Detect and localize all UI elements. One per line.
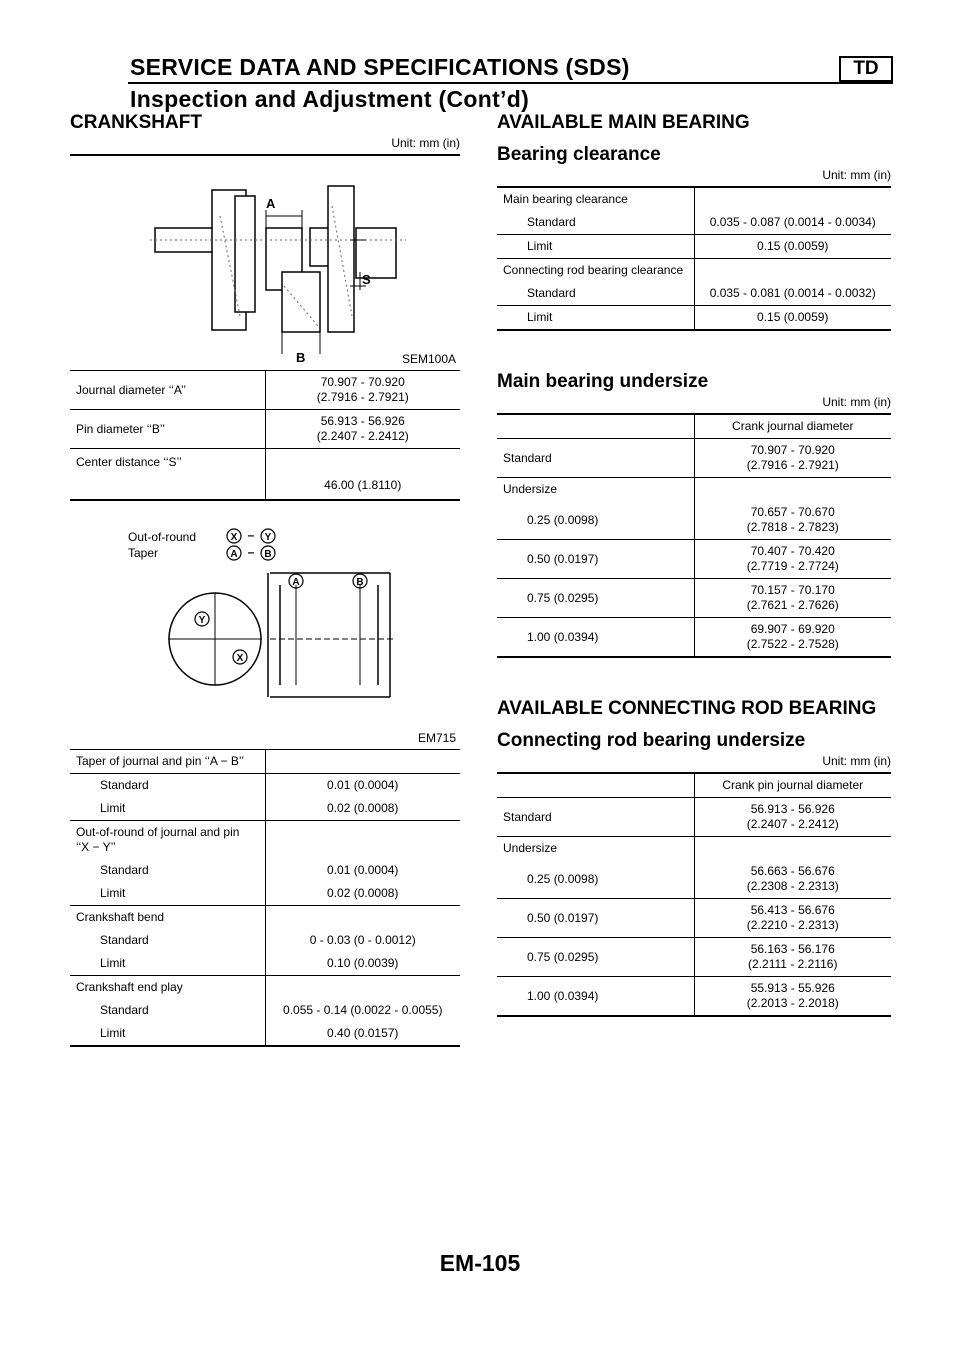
figure-caption-em715: EM715 — [417, 731, 456, 745]
bearing-section — [497, 112, 891, 1017]
row-value: 0.035 - 0.087 (0.0014 - 0.0034) — [694, 211, 891, 235]
row-label: Standard — [100, 863, 149, 877]
value-imperial: (2.7916 - 2.7921) — [746, 458, 839, 472]
table-row — [497, 618, 891, 658]
row-value: 0.10 (0.0039) — [265, 952, 460, 976]
journal-b: B — [356, 577, 364, 588]
row-value: 46.00 (1.8110) — [265, 449, 460, 501]
symbol-a: A — [230, 549, 238, 560]
value-metric: 56.913 - 56.926 — [320, 414, 405, 428]
main-bearing-undersize-unit: Unit: mm (in) — [822, 395, 891, 409]
value-imperial: (2.2308 - 2.2313) — [746, 879, 839, 893]
group-label: Undersize — [497, 478, 694, 502]
rod-bearing-undersize-heading: Connecting rod bearing undersize — [497, 730, 806, 751]
row-label: 0.25 (0.0098) — [527, 512, 599, 527]
value-metric: 56.163 - 56.176 — [750, 942, 835, 956]
symbol-y: Y — [264, 532, 272, 543]
row-label: 0.25 (0.0098) — [527, 871, 599, 886]
out-of-round-figure — [70, 501, 460, 749]
row-label: Standard — [527, 215, 576, 229]
row-value: 0.01 (0.0004) — [265, 859, 460, 882]
table-header-row — [497, 774, 891, 798]
crankshaft-dimensions-table — [70, 370, 460, 501]
group-label: Crankshaft bend — [70, 906, 265, 930]
column-header: Crank journal diameter — [694, 415, 891, 439]
value-imperial: (2.2013 - 2.2018) — [746, 996, 839, 1010]
figure-caption-sem100a: SEM100A — [401, 352, 456, 366]
table-row — [497, 798, 891, 837]
table-row — [70, 410, 460, 449]
table-row — [70, 859, 460, 882]
minus-2: – — [247, 545, 255, 559]
row-value — [694, 798, 891, 837]
journal-measurement-drawing — [70, 501, 460, 749]
row-value: 0 - 0.03 (0 - 0.0012) — [265, 929, 460, 952]
table-row — [497, 235, 891, 259]
table-row — [70, 952, 460, 976]
row-value: 0.035 - 0.081 (0.0014 - 0.0032) — [694, 282, 891, 306]
value-imperial: (2.7719 - 2.7724) — [746, 559, 839, 573]
rod-bearing-undersize-table — [497, 774, 891, 1017]
row-label: 0.75 (0.0295) — [497, 938, 694, 977]
row-value: 0.01 (0.0004) — [265, 774, 460, 798]
row-label: Standard — [100, 933, 149, 947]
value-metric: 56.913 - 56.926 — [750, 802, 835, 816]
table-row — [497, 501, 891, 540]
value-metric: 70.907 - 70.920 — [320, 375, 405, 389]
empty-cell — [265, 976, 460, 1000]
table-row — [497, 211, 891, 235]
crankshaft-tolerance-table — [70, 749, 460, 1047]
value-metric: 70.407 - 70.420 — [750, 544, 835, 558]
table-row — [70, 999, 460, 1022]
row-label: Center distance ‘‘S’’ — [70, 449, 265, 501]
value-metric: 70.907 - 70.920 — [750, 443, 835, 457]
value-metric: 70.657 - 70.670 — [750, 505, 835, 519]
row-label: 0.75 (0.0295) — [497, 579, 694, 618]
rod-bearing-heading: AVAILABLE CONNECTING ROD BEARING — [497, 698, 877, 719]
table-row — [70, 797, 460, 821]
value-imperial: (2.7916 - 2.7921) — [316, 390, 409, 404]
bearing-clearance-unit: Unit: mm (in) — [822, 168, 891, 182]
row-label: Standard — [497, 439, 694, 478]
row-value — [694, 618, 891, 658]
table-row — [497, 579, 891, 618]
row-value — [694, 439, 891, 478]
row-value: 0.055 - 0.14 (0.0022 - 0.0055) — [265, 999, 460, 1022]
minus-1: – — [247, 528, 255, 542]
bearing-clearance-table — [497, 188, 891, 331]
table-row — [497, 860, 891, 899]
row-label: Standard — [527, 286, 576, 300]
empty-cell — [265, 750, 460, 774]
row-label: 1.00 (0.0394) — [497, 977, 694, 1017]
value-imperial: (2.2111 - 2.2116) — [748, 957, 838, 971]
group-label: Undersize — [497, 837, 694, 861]
row-label: 0.50 (0.0197) — [497, 540, 694, 579]
table-row — [70, 821, 460, 860]
crankshaft-figure — [70, 156, 460, 370]
row-value — [694, 540, 891, 579]
crankshaft-heading: CRANKSHAFT — [70, 112, 202, 133]
table-row — [70, 750, 460, 774]
row-value: 0.02 (0.0008) — [265, 882, 460, 906]
row-label: Limit — [100, 956, 126, 970]
table-row — [70, 906, 460, 930]
empty-cell — [694, 188, 891, 211]
table-row — [497, 837, 891, 861]
crankshaft-drawing — [70, 156, 460, 370]
group-label: Main bearing clearance — [503, 192, 628, 206]
row-value: 0.02 (0.0008) — [265, 797, 460, 821]
table-row — [497, 938, 891, 977]
row-value — [694, 938, 891, 977]
row-value — [694, 899, 891, 938]
table-row — [497, 259, 891, 283]
table-row — [497, 977, 891, 1017]
value-imperial: (2.7818 - 2.7823) — [746, 520, 839, 534]
group-label — [70, 821, 265, 860]
group-label-line-1: Out-of-round of journal and pin — [76, 825, 240, 839]
column-header: Crank pin journal diameter — [694, 774, 891, 798]
value-imperial: (2.7621 - 2.7626) — [746, 598, 839, 612]
group-label: Crankshaft end play — [70, 976, 265, 1000]
main-bearing-heading: AVAILABLE MAIN BEARING — [497, 112, 750, 133]
header-divider — [128, 82, 893, 84]
value-metric: 70.157 - 70.170 — [750, 583, 835, 597]
table-row — [497, 188, 891, 211]
table-row — [497, 282, 891, 306]
circle-x: X — [236, 653, 244, 664]
row-label: Pin diameter ‘‘B’’ — [70, 410, 265, 449]
value-metric: 55.913 - 55.926 — [750, 981, 835, 995]
empty-cell — [694, 837, 891, 861]
row-label: Standard — [100, 1003, 149, 1017]
value-imperial: (2.2210 - 2.2313) — [746, 918, 839, 932]
table-row — [70, 1022, 460, 1046]
row-value: 0.15 (0.0059) — [694, 306, 891, 331]
table-row — [70, 371, 460, 410]
group-label-line-2: ‘‘X − Y’’ — [76, 840, 116, 854]
out-of-round-label: Out-of-round — [128, 530, 197, 544]
crankshaft-unit: Unit: mm (in) — [391, 136, 460, 150]
page-subtitle: Inspection and Adjustment (Cont’d) — [130, 86, 530, 112]
empty-header — [497, 774, 694, 798]
empty-cell — [694, 259, 891, 283]
crankshaft-section — [70, 112, 460, 1047]
table-row — [497, 540, 891, 579]
empty-cell — [265, 821, 460, 860]
row-value — [694, 501, 891, 540]
row-label: Limit — [497, 235, 694, 259]
table-row — [497, 899, 891, 938]
journal-a: A — [292, 577, 300, 588]
value-metric: 56.663 - 56.676 — [750, 864, 835, 878]
circle-y: Y — [198, 615, 206, 626]
value-imperial: (2.7522 - 2.7528) — [746, 637, 839, 651]
empty-cell — [694, 478, 891, 502]
empty-cell — [265, 906, 460, 930]
symbol-b: B — [264, 549, 272, 560]
group-label: Taper of journal and pin ‘‘A − B’’ — [70, 750, 265, 774]
main-bearing-undersize-table — [497, 415, 891, 658]
label-b: B — [296, 350, 306, 365]
row-label: Limit — [70, 1022, 265, 1046]
page-number: EM-105 — [439, 1250, 521, 1276]
main-bearing-undersize-heading: Main bearing undersize — [497, 371, 709, 392]
table-row — [70, 449, 460, 501]
row-value: 0.40 (0.0157) — [265, 1022, 460, 1046]
row-value — [694, 579, 891, 618]
page-title: SERVICE DATA AND SPECIFICATIONS (SDS) — [130, 54, 630, 80]
table-row — [497, 478, 891, 502]
value-metric: 69.907 - 69.920 — [750, 622, 835, 636]
value-imperial: (2.2407 - 2.2412) — [746, 817, 839, 831]
row-value: 0.15 (0.0059) — [694, 235, 891, 259]
engine-code-badge: TD — [839, 56, 893, 82]
row-label: 1.00 (0.0394) — [497, 618, 694, 658]
table-header-row — [497, 415, 891, 439]
row-label: Limit — [100, 886, 126, 900]
symbol-x: X — [230, 532, 238, 543]
taper-label: Taper — [128, 546, 159, 560]
row-label: Limit — [497, 306, 694, 331]
row-value — [265, 371, 460, 410]
row-label: Standard — [497, 798, 694, 837]
row-label: 0.50 (0.0197) — [497, 899, 694, 938]
label-s: S — [362, 272, 371, 287]
group-label: Connecting rod bearing clearance — [497, 259, 694, 283]
empty-header — [497, 415, 694, 439]
row-value — [694, 860, 891, 899]
value-metric: 56.413 - 56.676 — [750, 903, 835, 917]
table-row — [497, 306, 891, 331]
row-label: Journal diameter ‘‘A’’ — [70, 371, 265, 410]
row-label: Standard — [70, 774, 265, 798]
row-value — [694, 977, 891, 1017]
table-row — [70, 929, 460, 952]
label-a: A — [266, 196, 276, 211]
table-row — [70, 976, 460, 1000]
table-row — [497, 439, 891, 478]
table-row — [70, 774, 460, 798]
rod-bearing-undersize-unit: Unit: mm (in) — [822, 754, 891, 768]
value-imperial: (2.2407 - 2.2412) — [316, 429, 409, 443]
table-row — [70, 882, 460, 906]
bearing-clearance-heading: Bearing clearance — [497, 144, 661, 165]
row-value — [265, 410, 460, 449]
row-label: Limit — [100, 801, 126, 815]
